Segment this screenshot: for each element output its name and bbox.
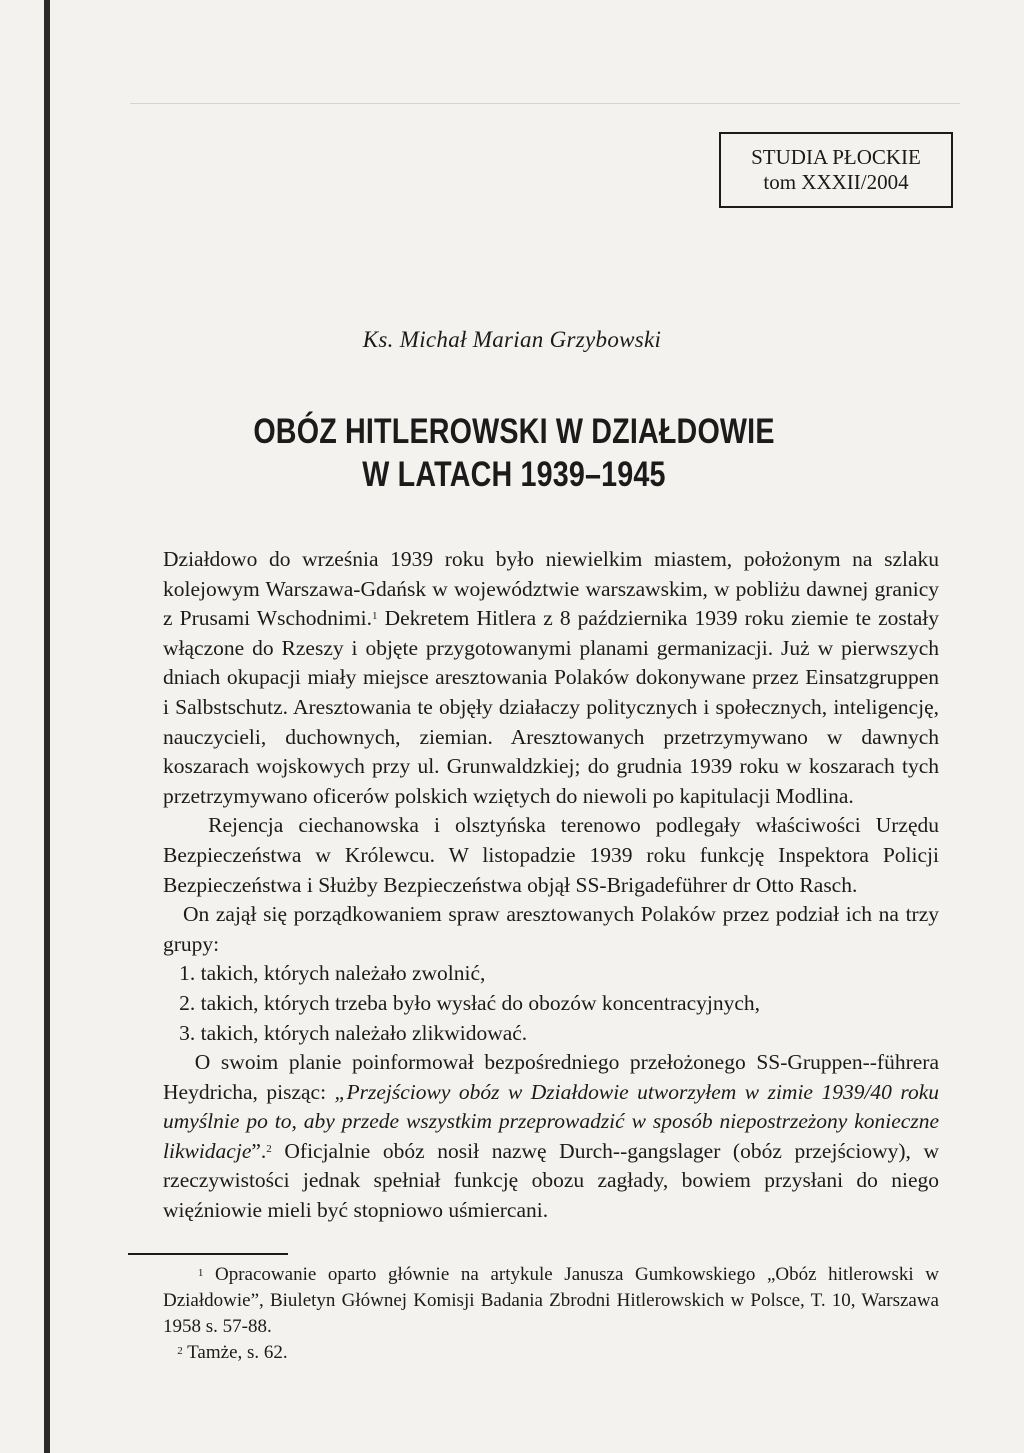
page-binding-edge <box>0 0 44 1453</box>
article-title <box>94 410 934 496</box>
list-item: 1. takich, których należało zwolnić, <box>179 961 486 986</box>
paragraph-2: Rejencja ciechanowska i olsztyńska terenowo podlegały właściwości Urzędu Bezpieczeństwa w Królewcu. W listopadzie 1939 roku funkcję Inspektora Policji Bezpieczeństwa i Służby Bezpieczeństwa objął SS-Brigadeführer dr Otto Rasch. <box>163 813 940 897</box>
title-line-2: W LATACH 1939–1945 <box>362 455 666 494</box>
footnote-rule <box>128 1253 288 1255</box>
paragraph-3: On zajął się porządkowaniem spraw aresztowanych Polaków przez podział ich na trzy grupy: <box>163 902 940 956</box>
footnote-2: $^2$ Tamże, s. 62. <box>177 1342 288 1363</box>
paragraph-4: O swoim planie poinformował bezpośredniego przełożonego SS-Gruppen--führera Heydricha, pisząc: „Przejściowy obóz w Działdowie utworzyłem w zimie 1939/40 roku umyślnie po to, aby przede wszystkim przeprowadzić w sposób niepostrzeżony konieczne likwidacje”.$^2$ Oficjalnie obóz nosił nazwę Durch--gangslager (obóz przejściowy), w rzeczywistości jednak spełniał funkcję obozu zagłady, bowiem przysłani do niego więźniowie mieli być stopniowo uśmiercani. <box>163 1050 940 1223</box>
list-item: 2. takich, których trzeba było wysłać do obozów koncentracyjnych, <box>179 990 761 1015</box>
journal-name: STUDIA PŁOCKIE <box>751 145 921 169</box>
footnote-ref-2[interactable]: 2 <box>266 1142 272 1155</box>
quotation: „Przejściowy obóz w Działdowie utworzyłem w zimie 1939/40 roku umyślnie po to, aby przede wszystkim przeprowadzić w sposób niepostrzeżony konieczne likwidacje <box>163 1079 939 1163</box>
list-item: 3. takich, których należało zlikwidować. <box>179 1020 528 1045</box>
footnote-ref-1[interactable]: 1 <box>372 610 378 623</box>
journal-volume: tom XXXII/2004 <box>763 170 909 194</box>
footnote-mark-2: 2 <box>177 1345 183 1357</box>
footnote-1: $^1$ Opracowanie oparto głównie na artykule Janusza Gumkowskiego „Obóz hitlerowski w Działdowie”, Biuletyn Głównej Komisji Badania Zbrodni Hitlerowskich w Polsce, T. 10, Warszawa 1958 s. 57-88. <box>163 1264 940 1337</box>
footnotes <box>163 1262 939 1366</box>
page-binding-shadow <box>44 0 50 1453</box>
author-name: Ks. Michał Marian Grzybowski <box>362 327 662 352</box>
title-line-1: OBÓZ HITLEROWSKI W DZIAŁDOWIE <box>253 412 775 451</box>
article-body <box>163 545 939 1226</box>
journal-label-box <box>719 132 953 208</box>
paragraph-1: Działdowo do września 1939 roku było niewielkim miastem, położonym na szlaku kolejowym Warszawa-Gdańsk w województwie warszawskim, w pobliżu dawnej granicy z Prusami Wschodnimi.$^1$ Dekretem Hitlera z 8 października 1939 roku ziemie te zostały włączone do Rzeszy i objęte przygotowanymi planami germanizacji. Już w pierwszych dniach okupacji miały miejsce aresztowania Polaków dokonywane przez Einsatzgruppen i Salbstschutz. Aresztowania te objęły działaczy politycznych i społecznych, inteligencję, nauczycieli, duchownych, ziemian. Aresztowanych przetrzymywano w dawnych koszarach wojskowych przy ul. Grunwaldzkiej; do grudnia 1939 roku w koszarach tych przetrzymywano oficerów polskich wziętych do niewoli po kapitulacji Modlina. <box>163 547 939 808</box>
footnote-mark-1: 1 <box>197 1267 204 1279</box>
bleed-through-header-rule <box>130 103 960 104</box>
